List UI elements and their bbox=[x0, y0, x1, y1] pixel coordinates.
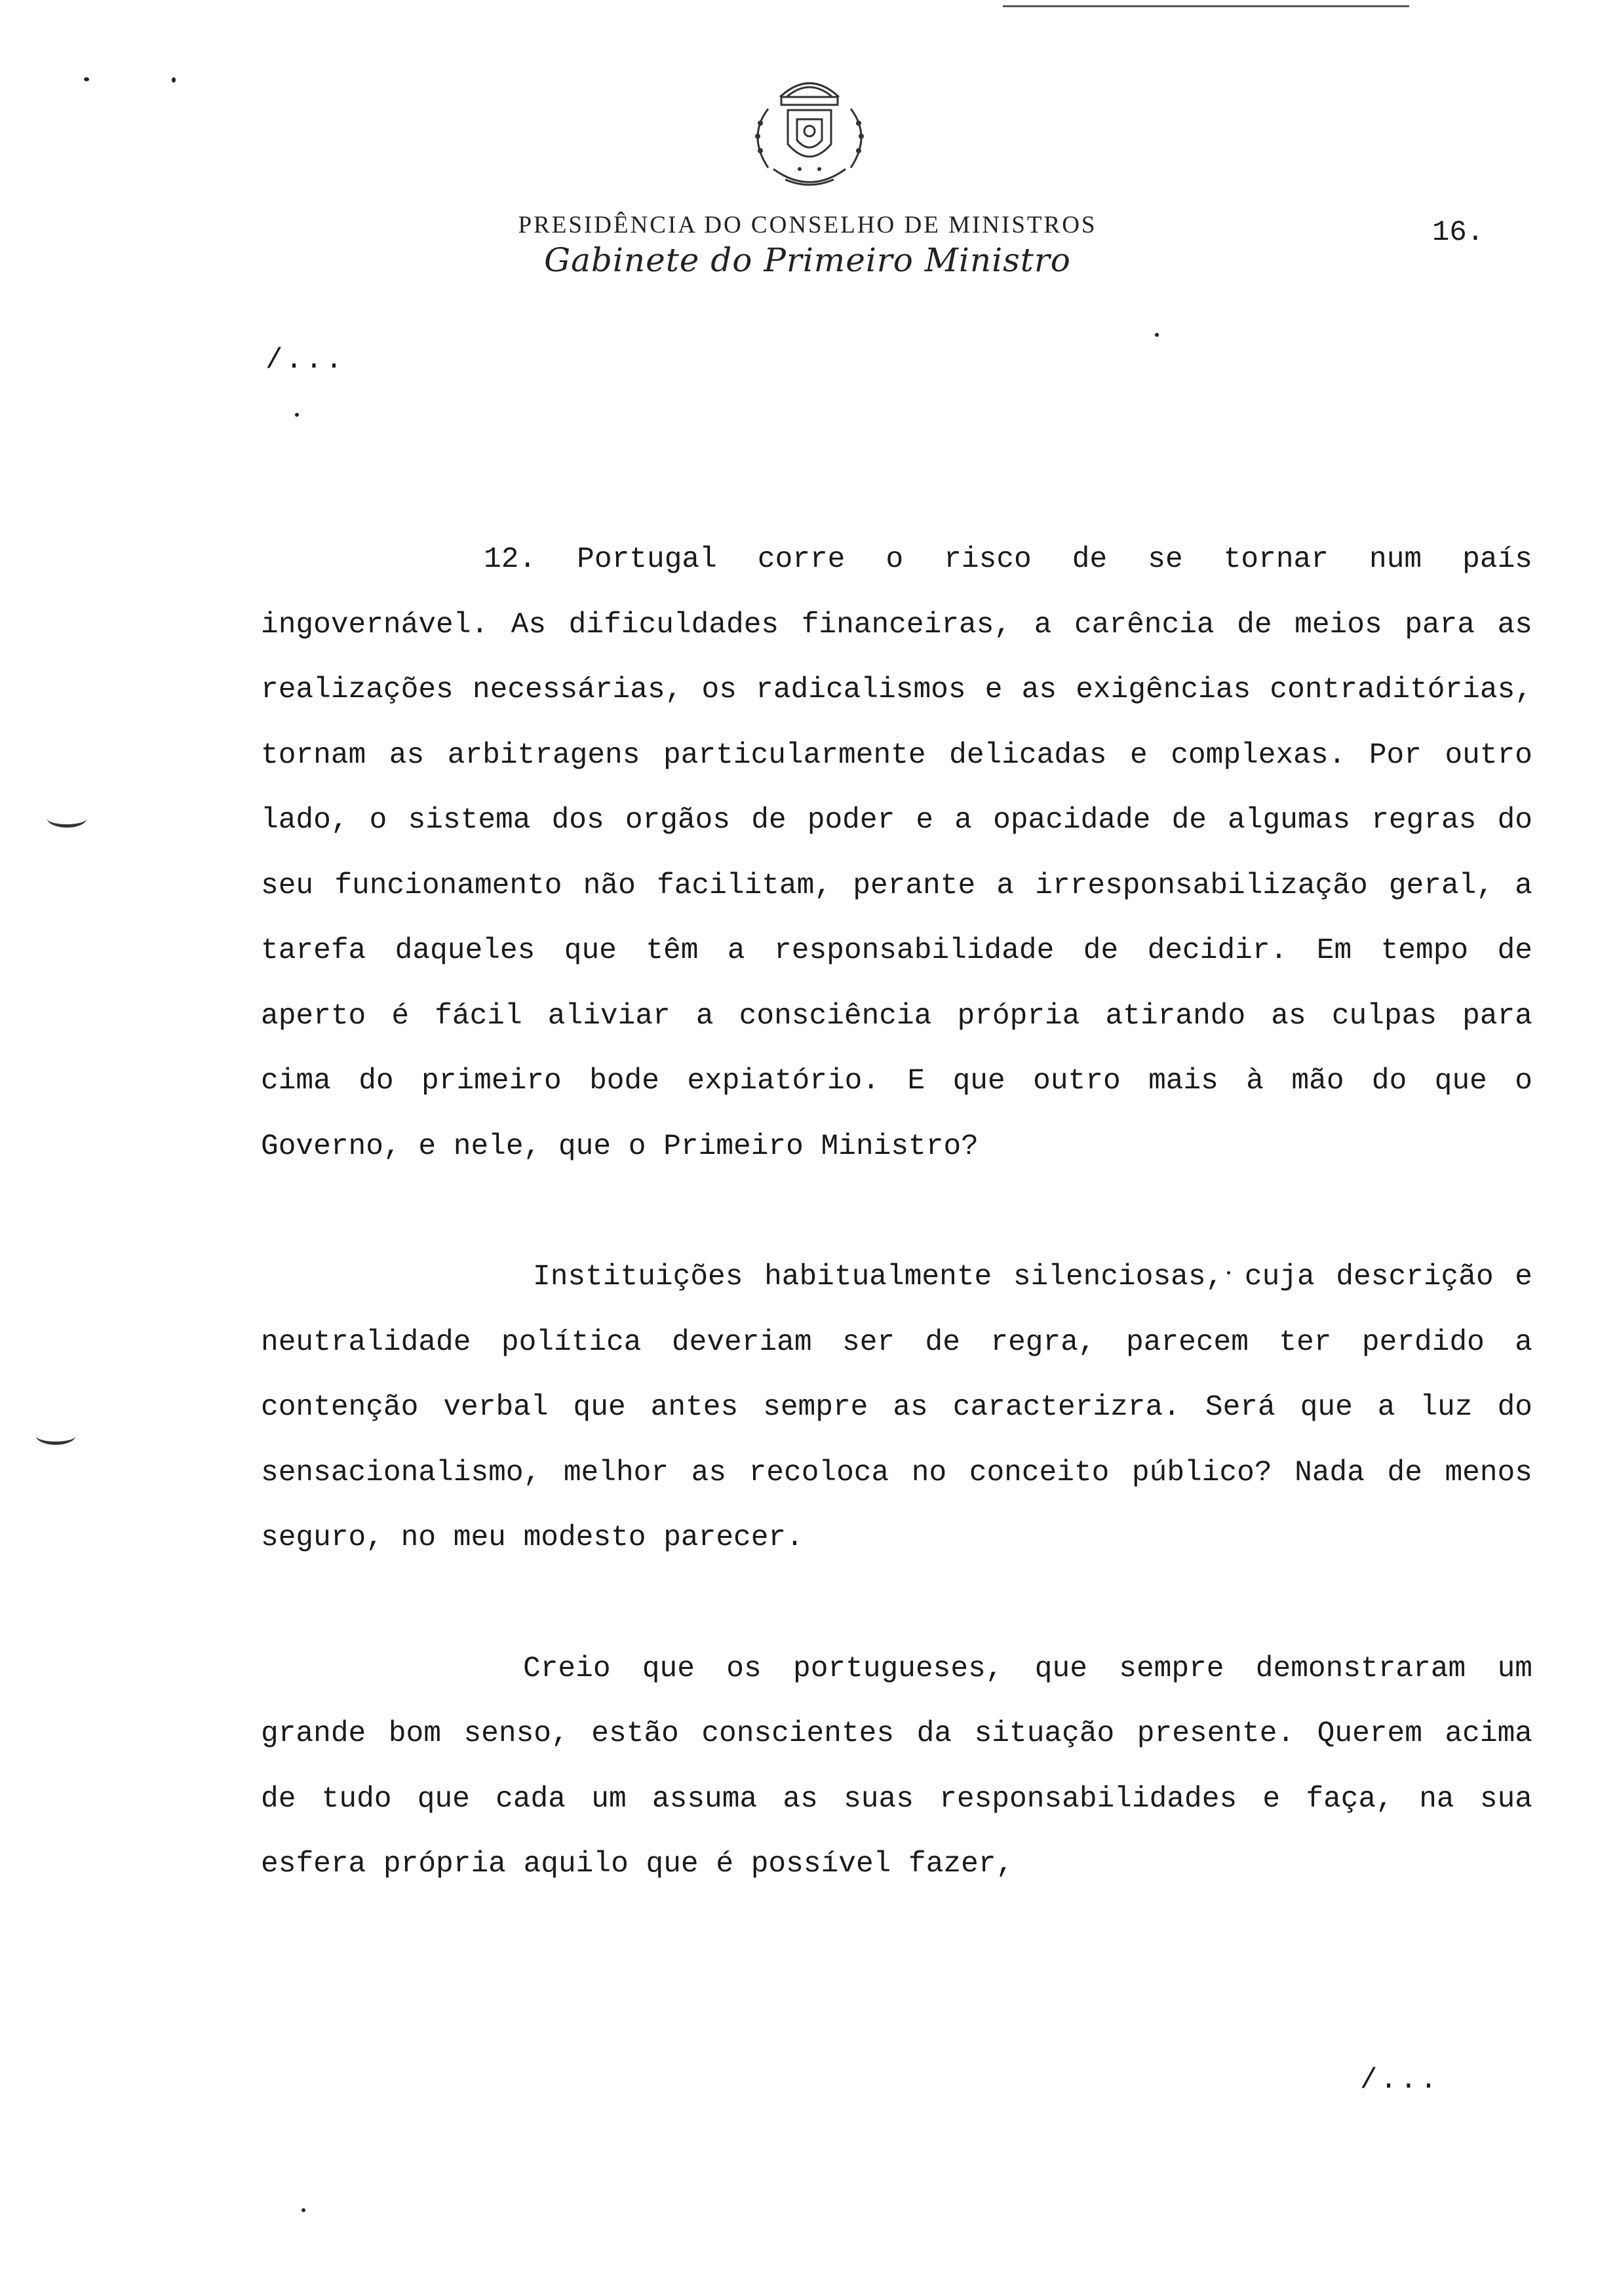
margin-mark bbox=[47, 810, 87, 828]
continuation-mark-top: /... bbox=[265, 344, 345, 377]
page-number: 16. bbox=[1432, 216, 1485, 249]
paragraph-12: 12. Portugal corre o risco de se tornar num país ingovernável. As dificuldades financeiras, a carência de meios para as realizações necessárias, os radicalismos e as exigências contraditórias, tornam as arbitragens particularmente delicadas e complexas. Por outro lado, o sistema dos orgãos de poder e a opacidade de algumas regras do seu funcionamento não facilitam, perante a irresponsabilização geral, a tarefa daqueles que têm a responsabilidade de decidir. Em tempo de aperto é fácil aliviar a consciência própria atirando as culpas para cima do primeiro bode expiatório. E que outro mais à mão do que o Governo, e nele, que o Primeiro Ministro? bbox=[261, 543, 1532, 1163]
scan-speck bbox=[84, 77, 89, 81]
paragraph-institutions: Instituições habitualmente silenciosas, cuja descrição e neutralidade política deveriam ser de regra, parecem ter perdido a contenção verbal que antes sempre as caracterizra. Será que a luz do sensacionalismo, melhor as recoloca no conceito público? Nada de menos seguro, no meu modesto parecer. bbox=[261, 1261, 1532, 1554]
scan-speck bbox=[172, 77, 176, 83]
government-title: PRESIDÊNCIA DO CONSELHO DE MINISTROS bbox=[518, 212, 1097, 239]
coat-of-arms-seal-icon bbox=[734, 71, 885, 195]
scan-speck bbox=[1155, 333, 1159, 337]
office-subtitle: Gabinete do Primeiro Ministro bbox=[544, 241, 1071, 279]
top-edge-rule bbox=[1003, 5, 1409, 7]
paragraph-portuguese: Creio que os portugueses, que sempre demonstraram um grande bom senso, estão conscientes da situação presente. Querem acima de tudo que cada um assuma as suas responsabilidades e faça, na sua esfera própria aquilo que é possível fazer, bbox=[261, 1652, 1532, 1881]
continuation-mark-bottom: /... bbox=[1360, 2064, 1440, 2097]
scan-speck bbox=[302, 2208, 305, 2212]
scan-speck bbox=[295, 413, 299, 417]
body-text bbox=[261, 527, 1532, 1898]
margin-mark bbox=[36, 1427, 75, 1445]
